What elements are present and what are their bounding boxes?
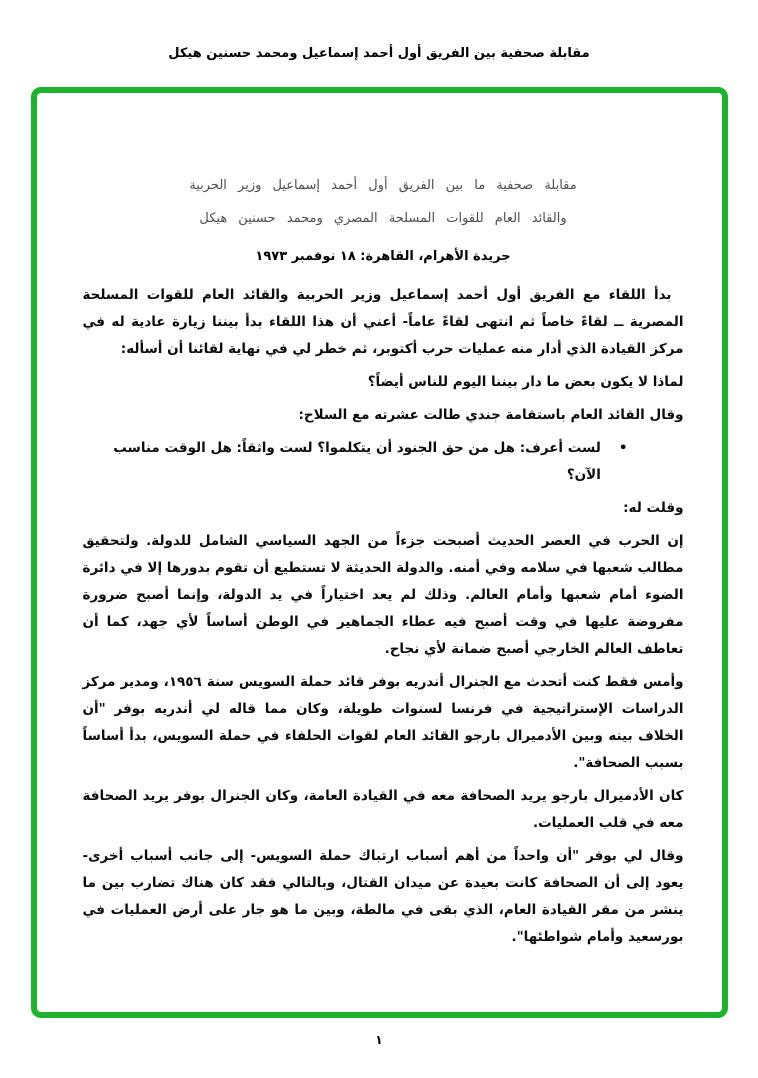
page-title: مقابلة صحفية بين الفريق أول أحمد إسماعيل ومحمد حسنين هيكل [168, 46, 590, 61]
paragraph-war-modern-era: إن الحرب في العصر الحديث أصبحت جزءاً من الجهد السياسي الشامل للدولة. ولتحقيق مطالب شعبها في سلامه وفي أمنه. والدولة الحديثة لا تستطيع أن تقوم بدورها إلا في دائرة الضوء أمام شعبها وأمام العالم. وذلك لم يعد اختياراً في يد الدولة، وإنما أصبح ضرورة مفروضة عليها في وقت أصبح فيه عطاء الجماهير في الوطن أساساً لأي جهد، كما أن تعاطف العالم الخارجي أصبح ضمانة لأي نجاح. [82, 533, 684, 657]
paragraph-intro: بدأ اللقاء مع الفريق أول أحمد إسماعيل وزير الحربية والقائد العام للقوات المسلحة المصرية ــ لقاءً خاصاً ثم انتهى لقاءً عاماً- أعني أن هذا اللقاء بدأ بيننا زيارة عادية له في مركز القيادة الذي أدار منه عمليات حرب أكتوبر، ثم خطر لي في نهاية لقائنا أن أسأله: [82, 287, 684, 357]
page-number: ١ [375, 1032, 383, 1047]
bullet-icon: • [618, 440, 628, 456]
paragraph-suez-press: وقال لي بوفر "أن واحداً من أهم أسباب ارتباك حملة السويس- إلى جانب أسباب أخرى- يعود إلى أن الصحافة كانت بعيدة عن ميدان القتال، وبالتالي فقد كان هناك تضارب بين ما ينشر من مقر القيادة العام، الذي بقى في مالطة، وبين ما هو جار على أرض العمليات في بورسعيد وأمام شواطئها". [82, 848, 684, 945]
typewriter-heading-line2: والقائد العام للقوات المسلحة المصري ومحمد حسنين هيكل [199, 211, 567, 226]
document-body [83, 282, 684, 951]
reply-intro-line: وقلت له: [623, 500, 684, 516]
paragraph-beaufre-meeting: وأمس فقط كنت أتحدث مع الجنرال أندريه بوفر قائد حملة السويس سنة ١٩٥٦، ومدير مركز الدراسات الإستراتيجية في فرنسا لسنوات طويلة، وكان مما قاله لي أندريه بوفر "أن الخلاف بينه وبين الأدميرال بارجو القائد العام لقوات الحلفاء في حملة السويس، بدأ أساساً بسبب الصحافة". [82, 674, 684, 771]
source-date-line: جريدة الأهرام، القاهرة: ١٨ نوفمبر ١٩٧٣ [255, 249, 511, 264]
typewriter-heading [83, 169, 684, 235]
question-line: لماذا لا يكون بعض ما دار بيننا اليوم للناس أيضاً؟ [367, 374, 684, 390]
bullet-item-text: لست أعرف: هل من حق الجنود أن يتكلموا؟ لست واثقاً: هل الوقت مناسب الآن؟ [113, 440, 601, 483]
green-border-frame [31, 87, 728, 1018]
narration-line: وقال القائد العام باستقامة جندي طالت عشرته مع السلاح: [298, 407, 684, 423]
typewriter-heading-line1: مقابلة صحفية ما بين الفريق أول أحمد إسماعيل وزير الحربية [189, 178, 577, 193]
bullet-item [83, 435, 684, 489]
paragraph-barjot-beaufre: كان الأدميرال بارجو يريد الصحافة معه في القيادة العامة، وكان الجنرال بوفر يريد الصحافة معه في قلب العمليات. [82, 788, 684, 831]
